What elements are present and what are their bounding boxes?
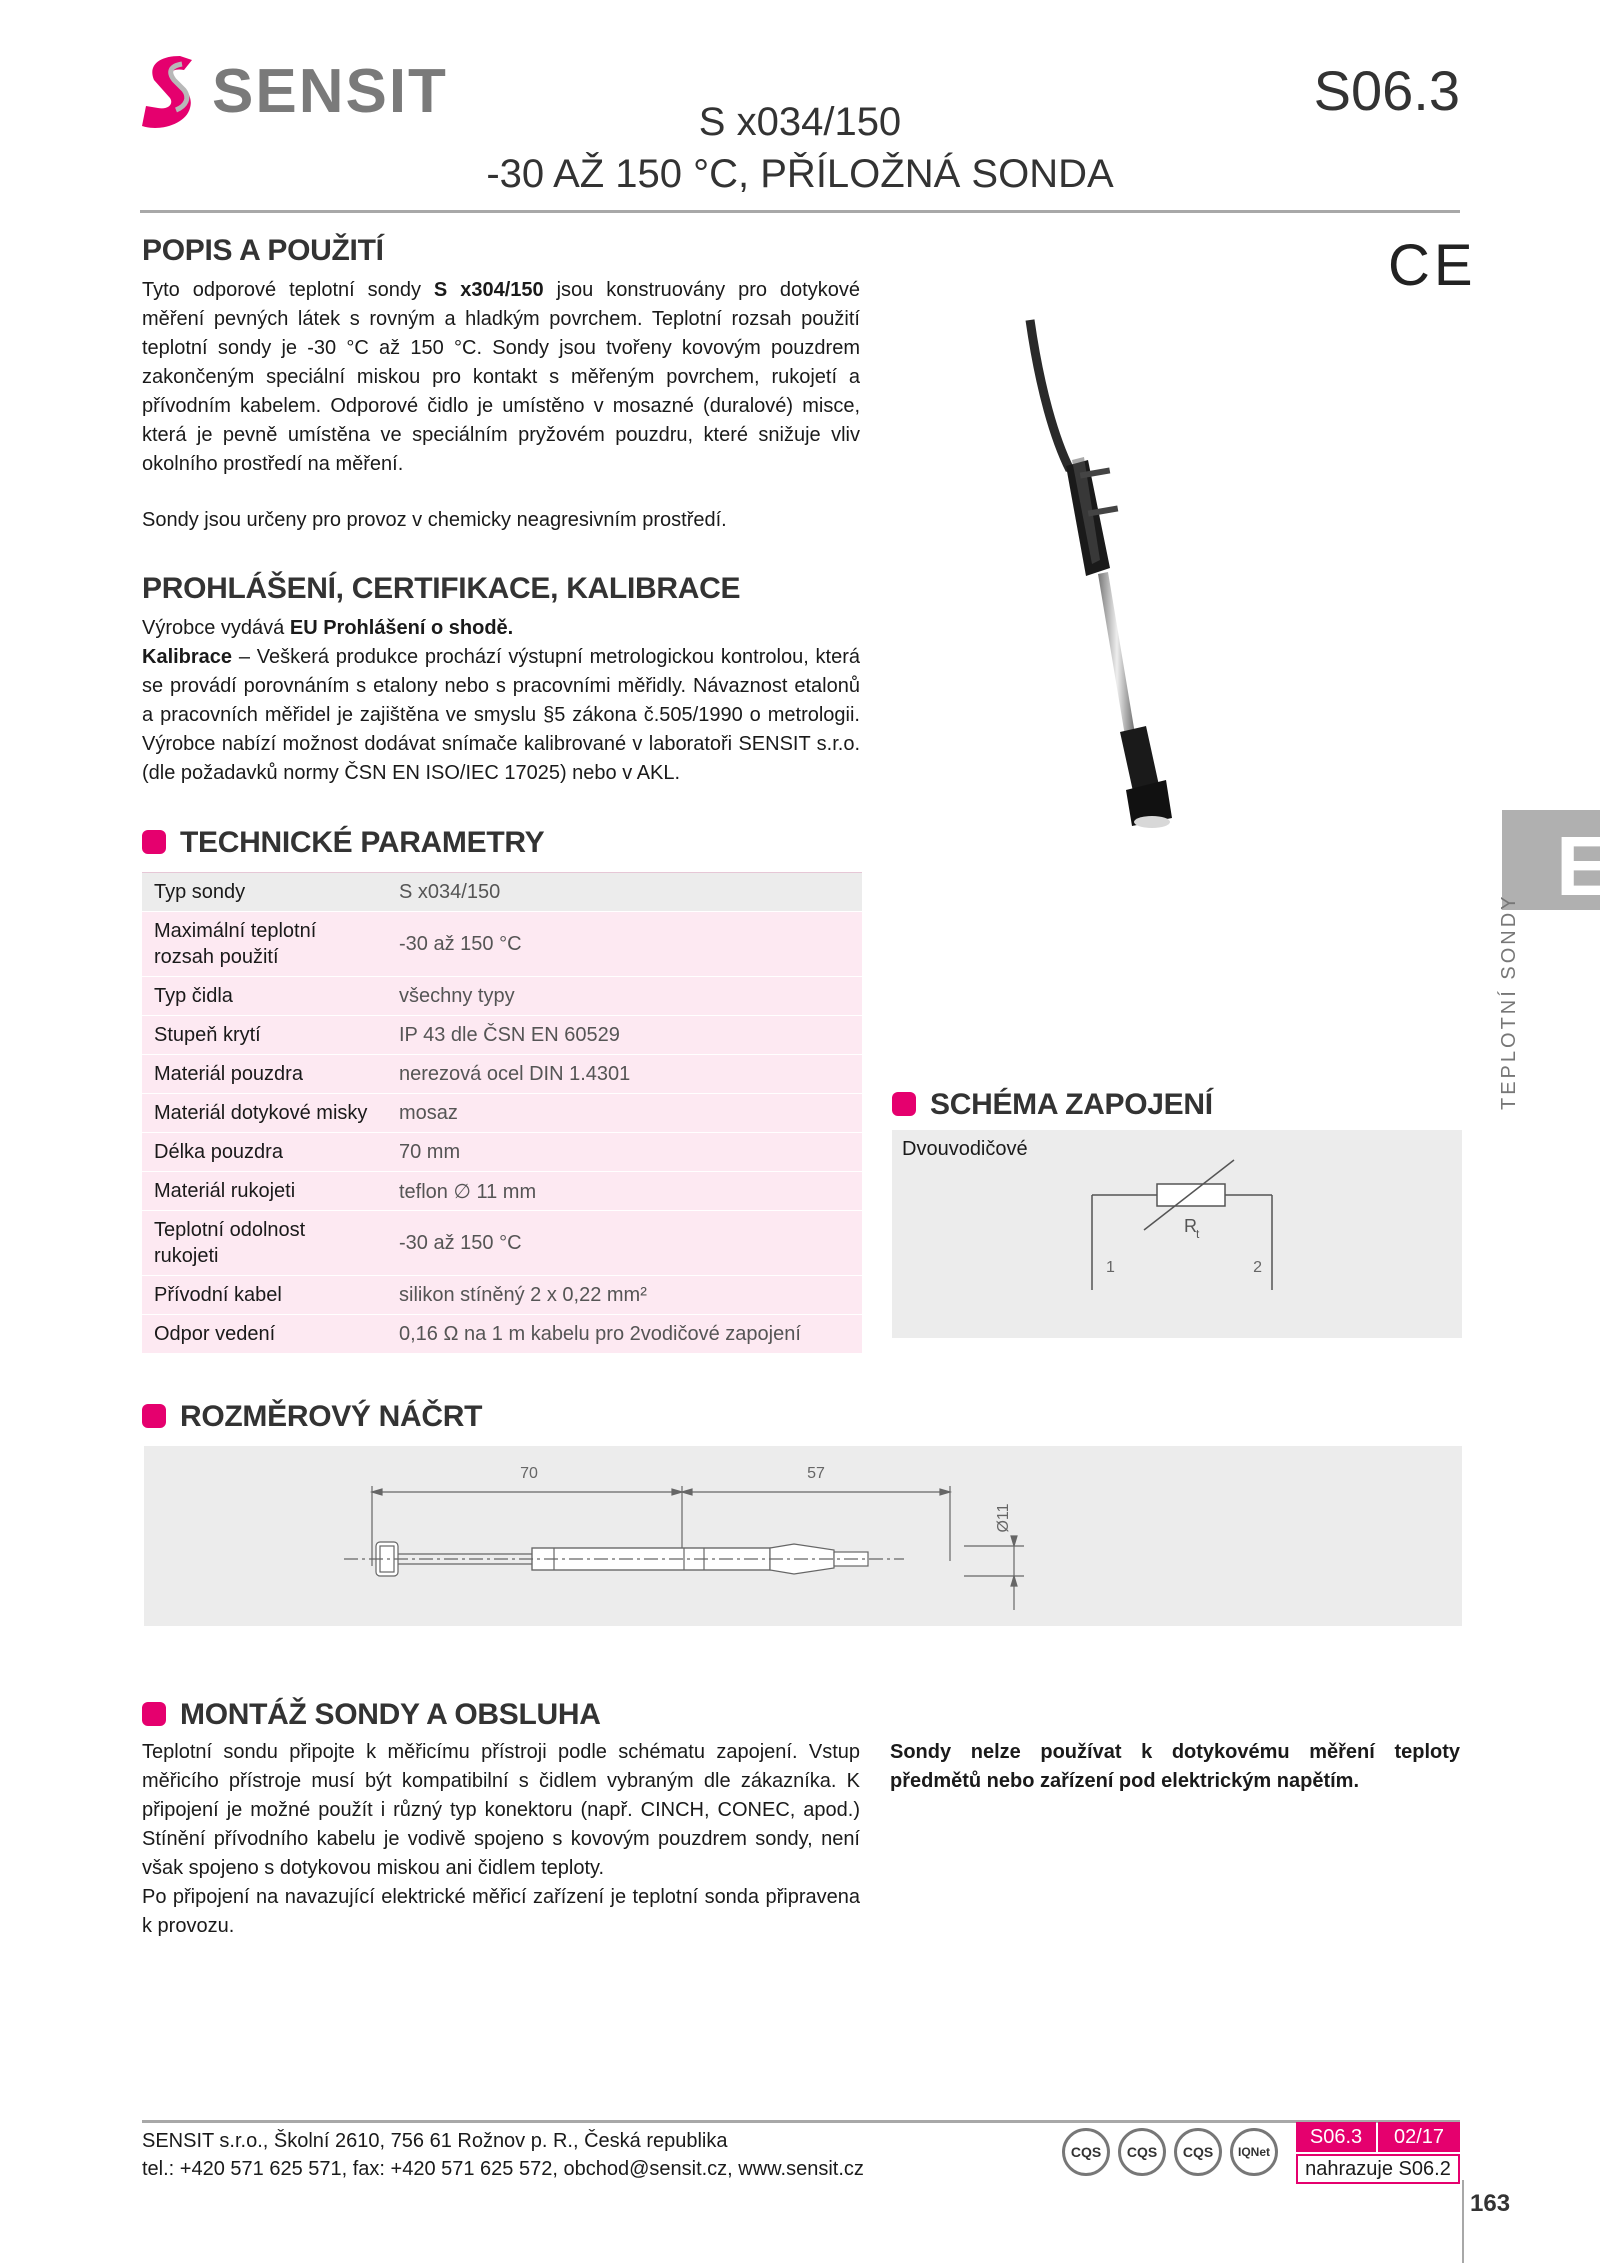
- product-subtitle: -30 AŽ 150 °C, PŘÍLOŽNÁ SONDA: [486, 152, 1114, 196]
- dimension-57-label: 57: [807, 1465, 825, 1482]
- certification-paragraph: Výrobce vydává EU Prohlášení o shodě. Kalibrace – Veškerá produkce prochází výstupní metrologickou kontrolou, která se provádí porovnáním s etalony nebo s pracovními měřidly. Návaznost etalonů a pracovních měřidel je zajištěna ve smyslu §5 zákona č.505/1990 o metrologii. Výrobce nabízí možnost dodávat snímače kalibrované v laboratoři SENSIT s.r.o. (dle požadavků normy ČSN EN ISO/IEC 17025) nebo v AKL.: [142, 617, 860, 784]
- parameter-value: -30 až 150 °C: [387, 1211, 862, 1276]
- dimension-drawing: [144, 1446, 1462, 1626]
- section-heading-technicke-parametry: TECHNICKÉ PARAMETRY: [142, 826, 544, 860]
- section-heading-rozmerovy-nacrt: ROZMĚROVÝ NÁČRT: [142, 1400, 482, 1434]
- section-bullet-icon: [892, 1092, 916, 1116]
- parameter-value: 70 mm: [387, 1133, 862, 1172]
- technical-parameters-table: [142, 872, 862, 1354]
- revision-date: 02/17: [1378, 2122, 1460, 2152]
- parameter-name: Stupeň krytí: [142, 1016, 387, 1055]
- parameter-value: všechny typy: [387, 977, 862, 1016]
- table-row: [142, 1133, 862, 1172]
- parameter-name: Délka pouzdra: [142, 1133, 387, 1172]
- table-row: [142, 1094, 862, 1133]
- replaces-note: nahrazuje S06.2: [1296, 2154, 1460, 2184]
- parameter-name: Teplotní odolnost rukojeti: [142, 1211, 387, 1276]
- company-contact: tel.: +420 571 625 571, fax: +420 571 625 572, obchod@sensit.cz, www.sensit.cz: [142, 2158, 864, 2180]
- pin-1-label: 1: [1106, 1259, 1115, 1276]
- wiring-type-label: Dvouvodičové: [902, 1138, 1028, 1160]
- document-code: S06.3: [1313, 59, 1460, 122]
- pin-2-label: 2: [1253, 1259, 1262, 1276]
- ce-mark-icon: CE: [1388, 233, 1477, 298]
- environment-note: Sondy jsou určeny pro provoz v chemicky neagresivním prostředí.: [142, 509, 727, 531]
- parameter-value: IP 43 dle ČSN EN 60529: [387, 1016, 862, 1055]
- probe-photo: [960, 270, 1400, 890]
- section-heading-certifikace: PROHLÁŠENÍ, CERTIFIKACE, KALIBRACE: [142, 572, 741, 605]
- dimension-70-label: 70: [520, 1465, 538, 1482]
- description-paragraph: Tyto odporové teplotní sondy S x304/150 jsou konstruovány pro dotykové měření pevných látek s rovným a hladkým povrchem. Teplotní rozsah použití teplotní sondy je -30 °C až 150 °C. Sondy jsou tvořeny kovovým pouzdrem zakončeným speciální miskou pro kontakt s měřeným povrchem, rukojetí a přívodním kabelem. Odporové čidlo je umístěno v mosazné (duralové) misce, která je pevně umístěna ve speciálním pryžovém pouzdru, které snižuje vliv okolního prostředí na měření.: [142, 279, 860, 475]
- section-heading-popis: POPIS A POUŽITÍ: [142, 234, 384, 267]
- parameter-value: 0,16 Ω na 1 m kabelu pro 2vodičové zapojení: [387, 1315, 862, 1354]
- product-title: S x034/150: [698, 100, 902, 144]
- section-heading-schema: SCHÉMA ZAPOJENÍ: [892, 1088, 1213, 1122]
- parameter-value: -30 až 150 °C: [387, 912, 862, 977]
- parameter-name: Materiál pouzdra: [142, 1055, 387, 1094]
- footer-divider: [142, 2120, 1460, 2123]
- page-number-divider: [1462, 2180, 1464, 2263]
- parameter-value: mosaz: [387, 1094, 862, 1133]
- iqnet-certificate-icon: IQNet: [1230, 2128, 1278, 2176]
- table-row: [142, 1276, 862, 1315]
- brand-logo-text: SENSIT: [212, 57, 448, 126]
- parameter-name: Typ sondy: [142, 873, 387, 912]
- installation-paragraph: Teplotní sondu připojte k měřicímu přístroji podle schématu zapojení. Vstup měřicího přístroje musí být kompatibilní s čidlem vybraným dle zákazníka. K připojení je možné použít i různý typ konektoru (např. CINCH, CONEC, apod.) Stínění přívodního kabelu je vodivě spojeno s kovovým pouzdrem sondy, není však spojeno s dotykovou miskou ani čidlem teploty. Po připojení na navazující elektrické měřicí zařízení je teplotní sonda připravena k provozu.: [142, 1741, 860, 1937]
- table-row: [142, 1315, 862, 1354]
- table-row: [142, 873, 862, 912]
- safety-warning: Sondy nelze používat k dotykovému měření teploty předmětů nebo zařízení pod elektrickým napětím.: [890, 1741, 1460, 1792]
- dimension-diameter-label: Ø11: [995, 1503, 1012, 1533]
- parameter-name: Materiál rukojeti: [142, 1172, 387, 1211]
- section-bullet-icon: [142, 830, 166, 854]
- parameter-value: silikon stíněný 2 x 0,22 mm²: [387, 1276, 862, 1315]
- chapter-letter: E: [1556, 819, 1612, 913]
- resistor-subscript: t: [1196, 1227, 1200, 1241]
- header-divider: [140, 210, 1460, 213]
- company-address: SENSIT s.r.o., Školní 2610, 756 61 Rožnov p. R., Česká republika: [142, 2130, 728, 2152]
- table-row: [142, 1211, 862, 1276]
- cqs-certificate-icon: CQS: [1118, 2128, 1166, 2176]
- cqs-certificate-icon: CQS: [1174, 2128, 1222, 2176]
- parameter-value: S x034/150: [387, 873, 862, 912]
- parameter-name: Materiál dotykové misky: [142, 1094, 387, 1133]
- cqs-certificate-icon: CQS: [1062, 2128, 1110, 2176]
- parameter-value: teflon ∅ 11 mm: [387, 1172, 862, 1211]
- wiring-diagram: [892, 1130, 1462, 1338]
- parameter-name: Odpor vedení: [142, 1315, 387, 1354]
- table-row: [142, 1172, 862, 1211]
- table-row: [142, 977, 862, 1016]
- parameter-name: Přívodní kabel: [142, 1276, 387, 1315]
- section-bullet-icon: [142, 1404, 166, 1428]
- table-row: [142, 1055, 862, 1094]
- revision-code: S06.3: [1296, 2122, 1376, 2152]
- parameter-name: Maximální teplotní rozsah použití: [142, 912, 387, 977]
- table-row: [142, 1016, 862, 1055]
- section-bullet-icon: [142, 1702, 166, 1726]
- chapter-label: TEPLOTNÍ SONDY: [1498, 893, 1520, 1110]
- section-heading-montaz: MONTÁŽ SONDY A OBSLUHA: [142, 1698, 601, 1732]
- table-row: [142, 912, 862, 977]
- resistor-label: R: [1184, 1216, 1197, 1236]
- parameter-value: nerezová ocel DIN 1.4301: [387, 1055, 862, 1094]
- page-number: 163: [1470, 2190, 1511, 2217]
- parameter-name: Typ čidla: [142, 977, 387, 1016]
